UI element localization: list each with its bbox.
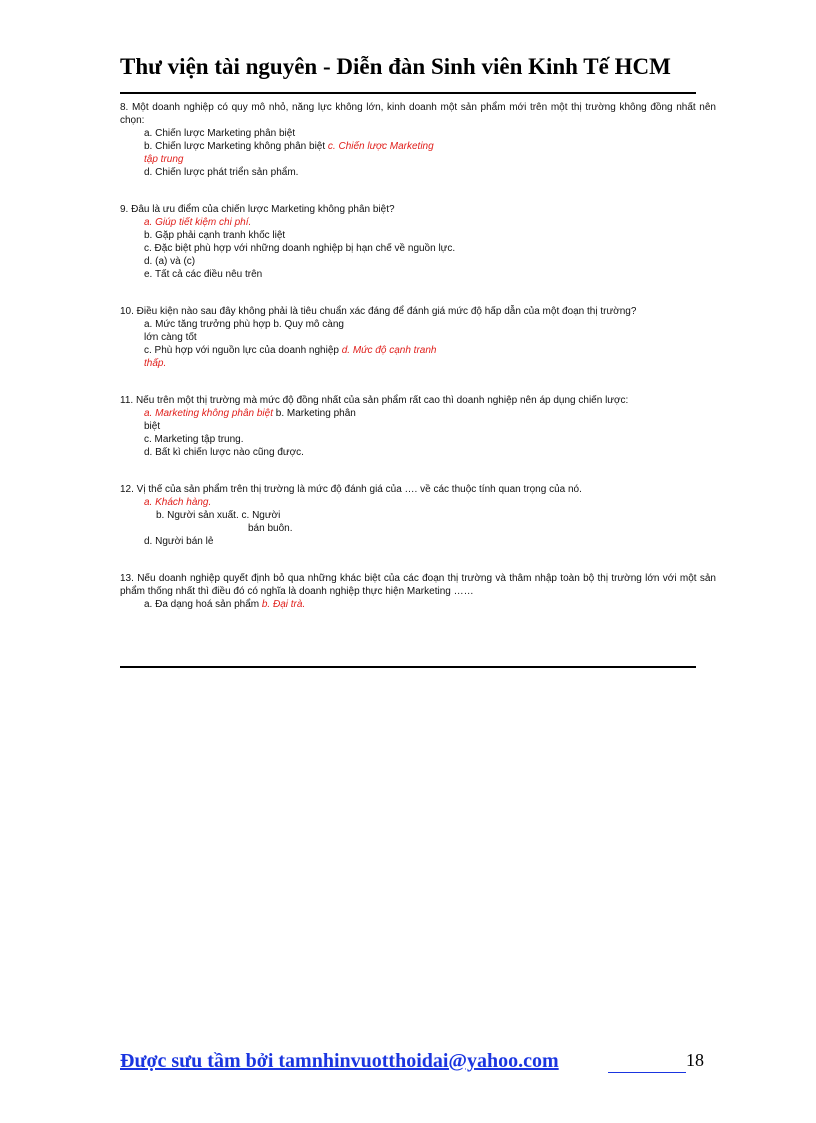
question-list <box>120 101 716 611</box>
option-c-d-line <box>120 344 716 357</box>
option-c-continued: bán buôn. <box>248 523 293 534</box>
question-11 <box>120 394 716 459</box>
question-text: 9. Đâu là ưu điểm của chiến lược Marketing không phân biệt? <box>120 204 395 215</box>
question-13 <box>120 572 716 611</box>
option-c-answer: c. Chiến lược Marketing <box>327 141 434 152</box>
option-c: c. Marketing tập trung. <box>144 434 244 445</box>
option-b: b. Chiến lược Marketing không phân biệt <box>144 141 326 152</box>
page-footer <box>120 1050 706 1078</box>
question-9 <box>120 203 716 281</box>
option-d: d. Chiến lược phát triển sản phẩm. <box>144 167 299 178</box>
question-text: 13. Nếu doanh nghiệp quyết định bỏ qua những khác biệt của các đoạn thị trường và thâm nhập toàn bộ thị trường lớn với một sản phẩm thống nhất thì điều đó có nghĩa là doanh nghiệp thực hiện Marketing …… <box>120 573 716 597</box>
option-a: a. Chiến lược Marketing phân biệt <box>144 128 296 139</box>
option-a-answer: a. Marketing không phân biệt <box>144 408 273 419</box>
option-c: c. Phù hợp với nguồn lực của doanh nghiệp <box>144 345 339 356</box>
option-a-answer: a. Khách hàng. <box>144 497 212 508</box>
question-text: 8. Một doanh nghiệp có quy mô nhỏ, năng lực không lớn, kinh doanh một sản phẩm mới trên một thị trường không đồng nhất nên chọn: <box>120 102 716 126</box>
question-text: 12. Vị thế của sản phẩm trên thị trường là mức độ đánh giá của …. về các thuộc tính quan trọng của nó. <box>120 484 582 495</box>
page-header-title: Thư viện tài nguyên - Diễn đàn Sinh viên Kinh Tế HCM <box>120 54 671 79</box>
question-text: 10. Điều kiện nào sau đây không phải là tiêu chuẩn xác đáng để đánh giá mức độ hấp dẫn của một đoạn thị trường? <box>120 306 637 317</box>
option-b-continued: biệt <box>144 421 161 432</box>
option-b-continued: lớn càng tốt <box>144 332 197 343</box>
question-10 <box>120 305 716 370</box>
option-a-answer: a. Giúp tiết kiệm chi phí. <box>144 217 252 228</box>
header-divider <box>120 92 696 94</box>
question-12 <box>120 483 716 548</box>
option-c-continued <box>120 153 716 166</box>
option-b: b. Gặp phải cạnh tranh khốc liệt <box>144 230 286 241</box>
option-c: c. Người <box>241 510 281 521</box>
option-d: d. (a) và (c) <box>144 256 196 267</box>
question-8 <box>120 101 716 179</box>
question-text: 11. Nếu trên một thị trường mà mức độ đồng nhất của sản phẩm rất cao thì doanh nghiệp nên áp dụng chiến lược: <box>120 395 629 406</box>
option-c: c. Đặc biệt phù hợp với những doanh nghiệp bị hạn chế về nguồn lực. <box>144 243 456 254</box>
option-a: a. Đa dạng hoá sản phẩm <box>144 599 260 610</box>
option-a: a. Mức tăng trưởng phù hợp <box>144 319 271 330</box>
option-b: b. Quy mô càng <box>273 319 344 330</box>
option-a-b-line <box>120 407 716 420</box>
option-d-answer: d. Mức độ cạnh tranh <box>341 345 437 356</box>
option-a-b-line <box>120 598 716 611</box>
content-end-divider <box>120 666 696 668</box>
option-a-b-line <box>120 318 716 331</box>
option-d: d. Bất kì chiến lược nào cũng được. <box>144 447 304 458</box>
option-d-continued <box>120 357 716 370</box>
option-c-answer-cont: tập trung <box>144 154 184 165</box>
option-d: d. Người bán lẻ <box>144 536 214 547</box>
option-b-c-line <box>120 509 716 522</box>
page-number: 18 <box>686 1050 704 1070</box>
option-b-line <box>120 140 716 153</box>
option-e: e. Tất cả các điều nêu trên <box>144 269 263 280</box>
footer-credit-link[interactable]: Được sưu tầm bởi tamnhinvuotthoidai@yahoo.com <box>120 1050 559 1072</box>
option-d-answer-cont: thấp. <box>144 358 167 369</box>
footer-underline <box>608 1072 686 1073</box>
option-b: b. Marketing phân <box>275 408 356 419</box>
option-b-answer: b. Đại trà. <box>261 599 306 610</box>
option-b: b. Người sản xuất. <box>156 510 239 521</box>
